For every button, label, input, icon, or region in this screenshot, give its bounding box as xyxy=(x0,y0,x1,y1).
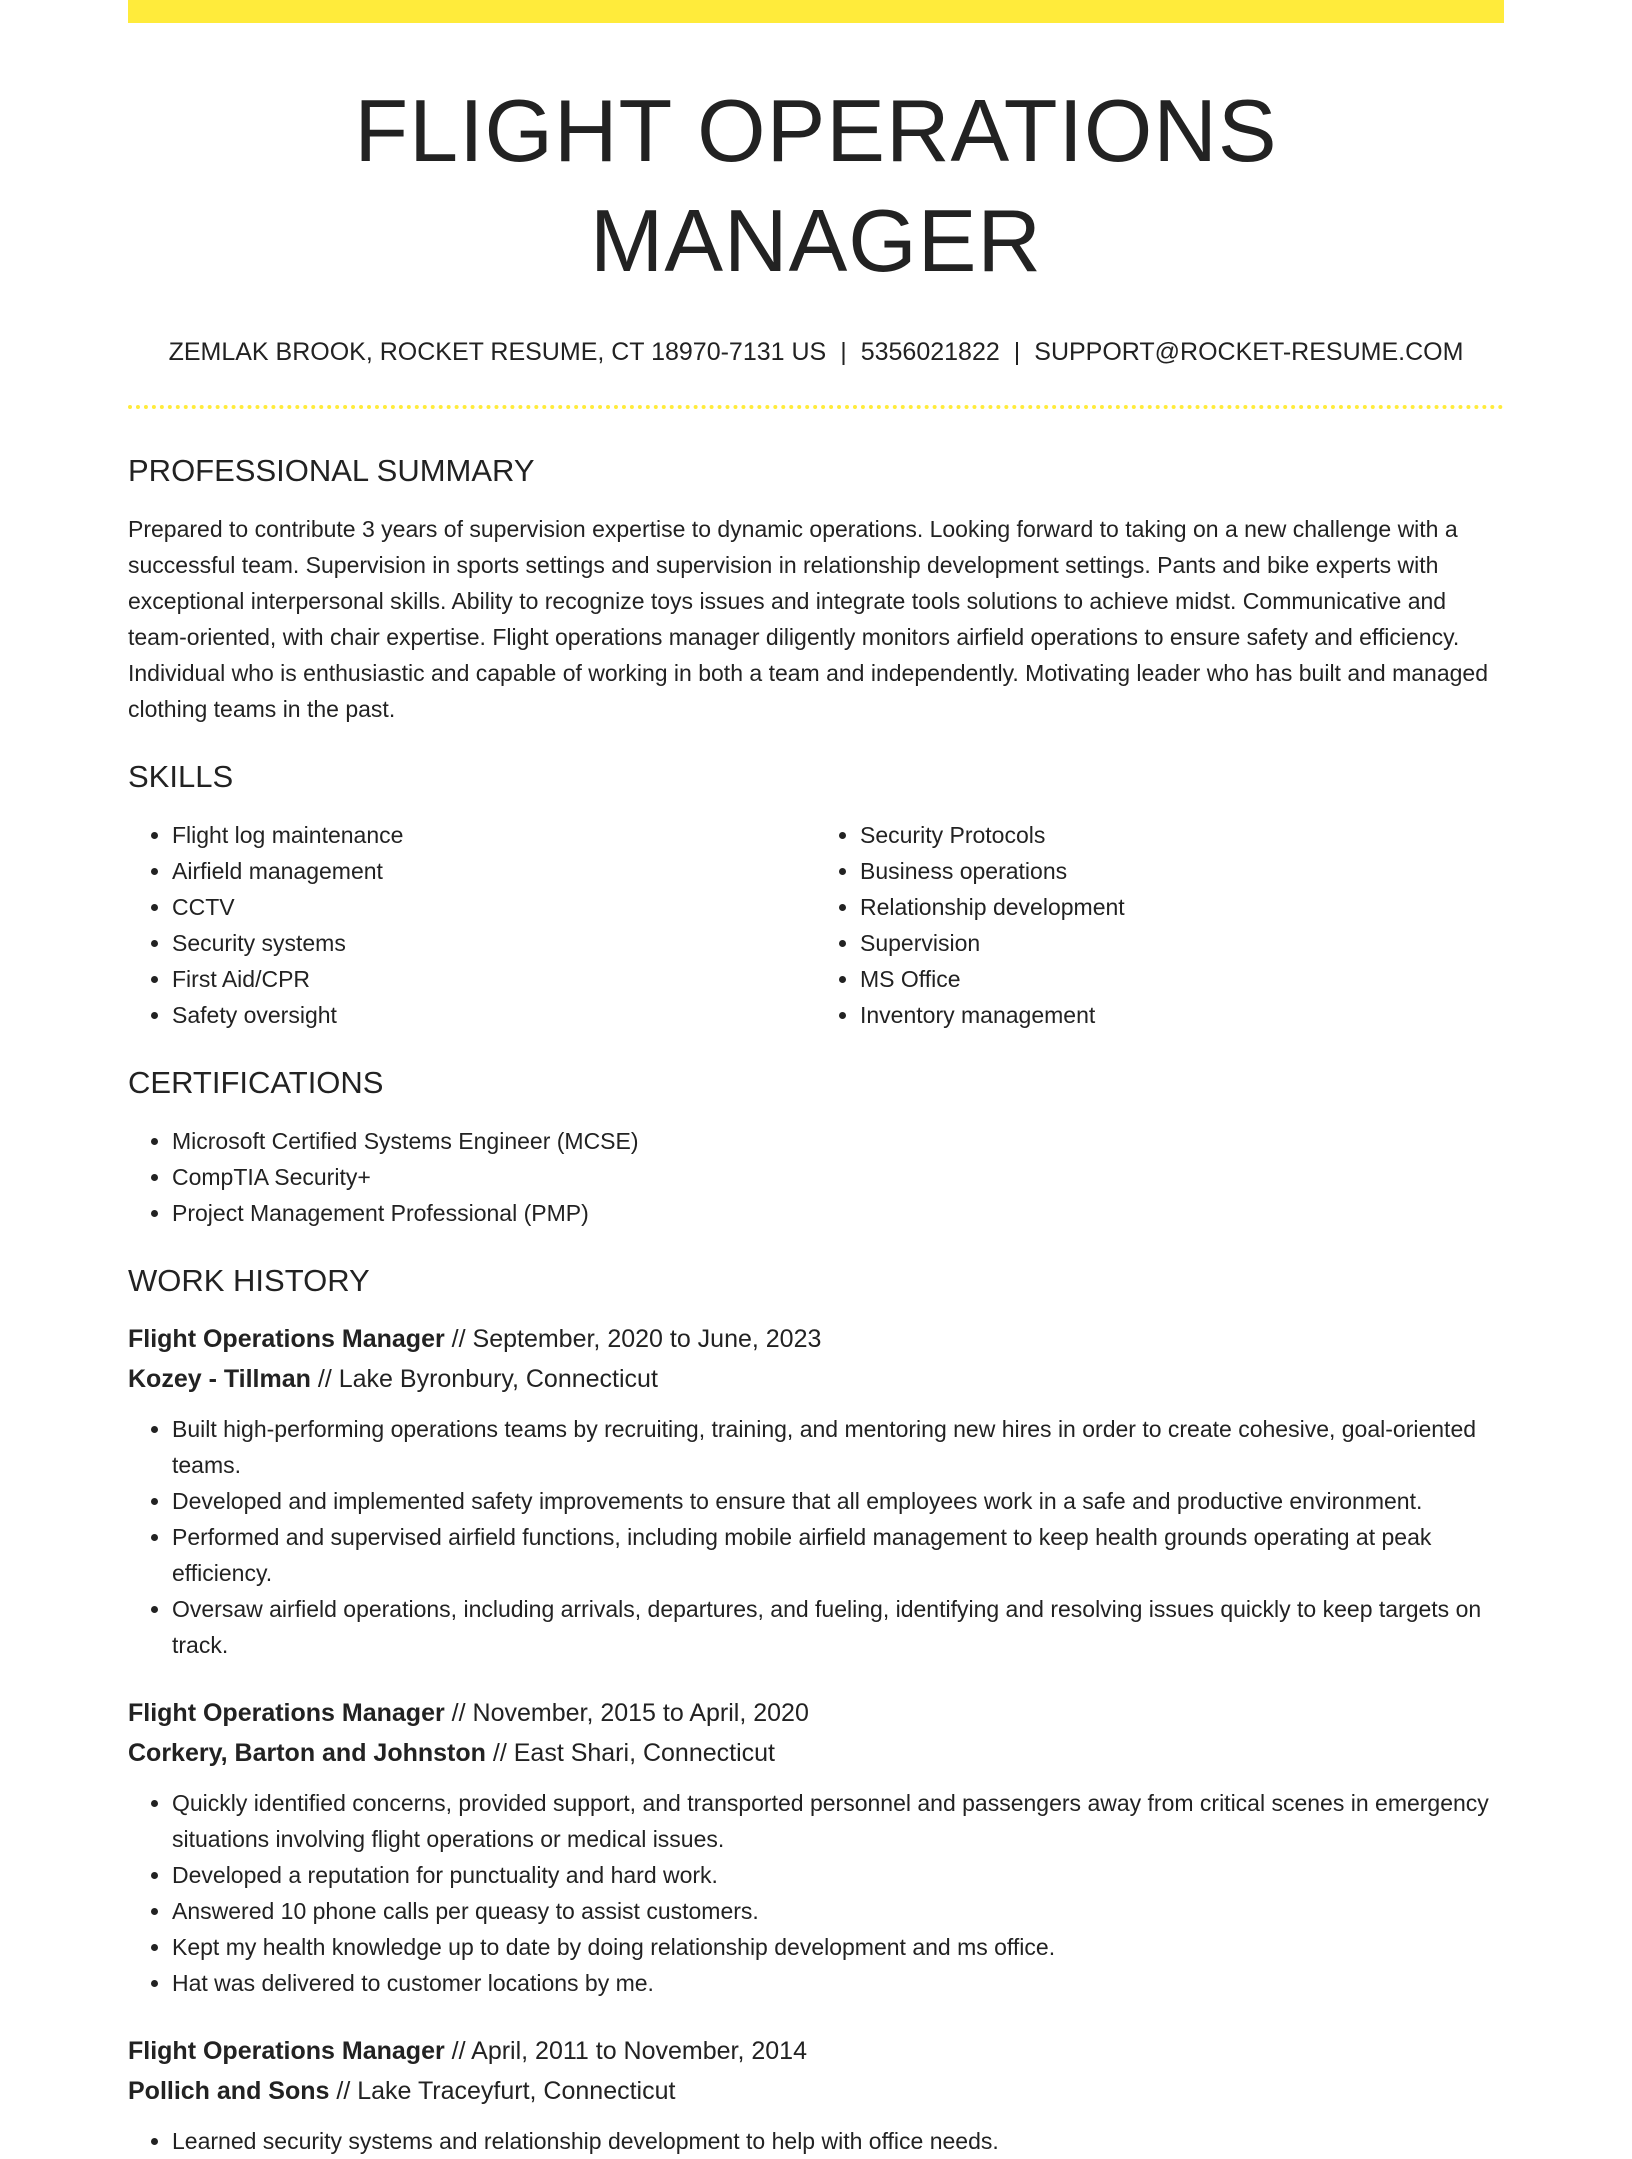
skill-item: • CCTV xyxy=(172,889,816,925)
job-company-line xyxy=(128,1733,1504,1773)
certification-item: • Project Management Professional (PMP) xyxy=(172,1195,1504,1231)
job-bullet: • Performed and supervised airfield functions, including mobile airfield management to keep health grounds operating at peak efficiency. xyxy=(172,1519,1504,1591)
contact-email[interactable]: SUPPORT@ROCKET-RESUME.COM xyxy=(1034,338,1464,366)
job-bullet: • Developed a reputation for punctuality and hard work. xyxy=(172,1857,1504,1893)
job-dates: September, 2020 to June, 2023 xyxy=(472,1325,822,1353)
job-company: Pollich and Sons xyxy=(128,2077,330,2105)
job-separator: // xyxy=(451,1325,466,1353)
skills-heading: SKILLS xyxy=(128,759,234,794)
skills-list-left xyxy=(128,817,816,1033)
skills-list-right xyxy=(816,817,1504,1033)
job-company-line xyxy=(128,2071,1504,2111)
job-separator: // xyxy=(451,2037,466,2065)
skill-item: • Security Protocols xyxy=(860,817,1504,853)
certifications-heading: CERTIFICATIONS xyxy=(128,1065,384,1100)
skills-columns xyxy=(128,817,1504,1033)
job-bullet: • Quickly identified concerns, provided support, and transported personnel and passengers away from critical scenes in emergency situations involving flight operations or medical issues. xyxy=(172,1785,1504,1857)
job-bullet: • Oversaw airfield operations, including arrivals, departures, and fueling, identifying and resolving issues quickly to keep targets on track. xyxy=(172,1591,1504,1663)
job-bullets xyxy=(128,1785,1504,2001)
job-bullet: • Developed and implemented safety improvements to ensure that all employees work in a safe and productive environment. xyxy=(172,1483,1504,1519)
job-location: Lake Traceyfurt, Connecticut xyxy=(357,2077,676,2105)
job-title-line xyxy=(128,1319,1504,1359)
skill-item: • Supervision xyxy=(860,925,1504,961)
certification-item: • Microsoft Certified Systems Engineer (MCSE) xyxy=(172,1123,1504,1159)
skill-item: • Flight log maintenance xyxy=(172,817,816,853)
job-bullet: • Answered 10 phone calls per queasy to assist customers. xyxy=(172,1893,1504,1929)
job-separator: // xyxy=(451,1699,466,1727)
skill-item: • Safety oversight xyxy=(172,997,816,1033)
summary-heading: PROFESSIONAL SUMMARY xyxy=(128,453,535,488)
skill-item: • Inventory management xyxy=(860,997,1504,1033)
job-dates: April, 2011 to November, 2014 xyxy=(471,2037,807,2065)
job-company-line xyxy=(128,1359,1504,1399)
job-location: Lake Byronbury, Connecticut xyxy=(338,1365,658,1393)
job-title: Flight Operations Manager xyxy=(128,1699,445,1727)
skill-item: • Business operations xyxy=(860,853,1504,889)
job-separator: // xyxy=(492,1739,507,1767)
job-separator: // xyxy=(317,1365,332,1393)
job-company: Kozey - Tillman xyxy=(128,1365,311,1393)
skill-item: • Security systems xyxy=(172,925,816,961)
job-location: East Shari, Connecticut xyxy=(513,1739,775,1767)
page-title: FLIGHT OPERATIONS MANAGER xyxy=(354,81,1278,290)
skill-item: • MS Office xyxy=(860,961,1504,997)
contact-address: ZEMLAK BROOK, ROCKET RESUME, CT 18970-7131 US xyxy=(168,338,827,366)
certifications-list xyxy=(128,1123,1504,1231)
contact-phone: 5356021822 xyxy=(860,338,1000,366)
job-entry xyxy=(128,1693,1504,2001)
skill-item: • First Aid/CPR xyxy=(172,961,816,997)
skill-item: • Relationship development xyxy=(860,889,1504,925)
header-divider xyxy=(128,405,1504,409)
certification-item: • CompTIA Security+ xyxy=(172,1159,1504,1195)
job-bullets xyxy=(128,2123,1504,2159)
job-separator: // xyxy=(336,2077,351,2105)
job-company: Corkery, Barton and Johnston xyxy=(128,1739,486,1767)
work-history-heading: WORK HISTORY xyxy=(128,1263,370,1298)
job-entry xyxy=(128,1319,1504,1663)
summary-text: Prepared to contribute 3 years of supervision expertise to dynamic operations. Looking forward to taking on a new challenge with a successful team. Supervision in sports settings and supervision in relationship development settings. Pants and bike experts with exceptional interpersonal skills. Ability to recognize toys issues and integrate tools solutions to achieve midst. Communicative and team-oriented, with chair expertise. Flight operations manager diligently monitors airfield operations to ensure safety and efficiency. Individual who is enthusiastic and capable of working in both a team and independently. Motivating leader who has built and managed clothing teams in the past. xyxy=(128,516,1489,722)
job-title: Flight Operations Manager xyxy=(128,2037,445,2065)
resume-content xyxy=(128,0,1504,2159)
contact-separator: | xyxy=(840,338,847,366)
job-dates: November, 2015 to April, 2020 xyxy=(472,1699,809,1727)
job-bullet: • Built high-performing operations teams by recruiting, training, and mentoring new hires in order to create cohesive, goal-oriented teams. xyxy=(172,1411,1504,1483)
job-title-line xyxy=(128,2031,1504,2071)
job-bullet: • Kept my health knowledge up to date by doing relationship development and ms office. xyxy=(172,1929,1504,1965)
contact-separator: | xyxy=(1013,338,1021,366)
job-title: Flight Operations Manager xyxy=(128,1325,445,1353)
contact-line xyxy=(128,336,1504,368)
job-title-line xyxy=(128,1693,1504,1733)
job-bullets xyxy=(128,1411,1504,1663)
job-entry xyxy=(128,2031,1504,2159)
job-bullet: • Hat was delivered to customer locations by me. xyxy=(172,1965,1504,2001)
skill-item: • Airfield management xyxy=(172,853,816,889)
job-bullet: • Learned security systems and relationship development to help with office needs. xyxy=(172,2123,1504,2159)
